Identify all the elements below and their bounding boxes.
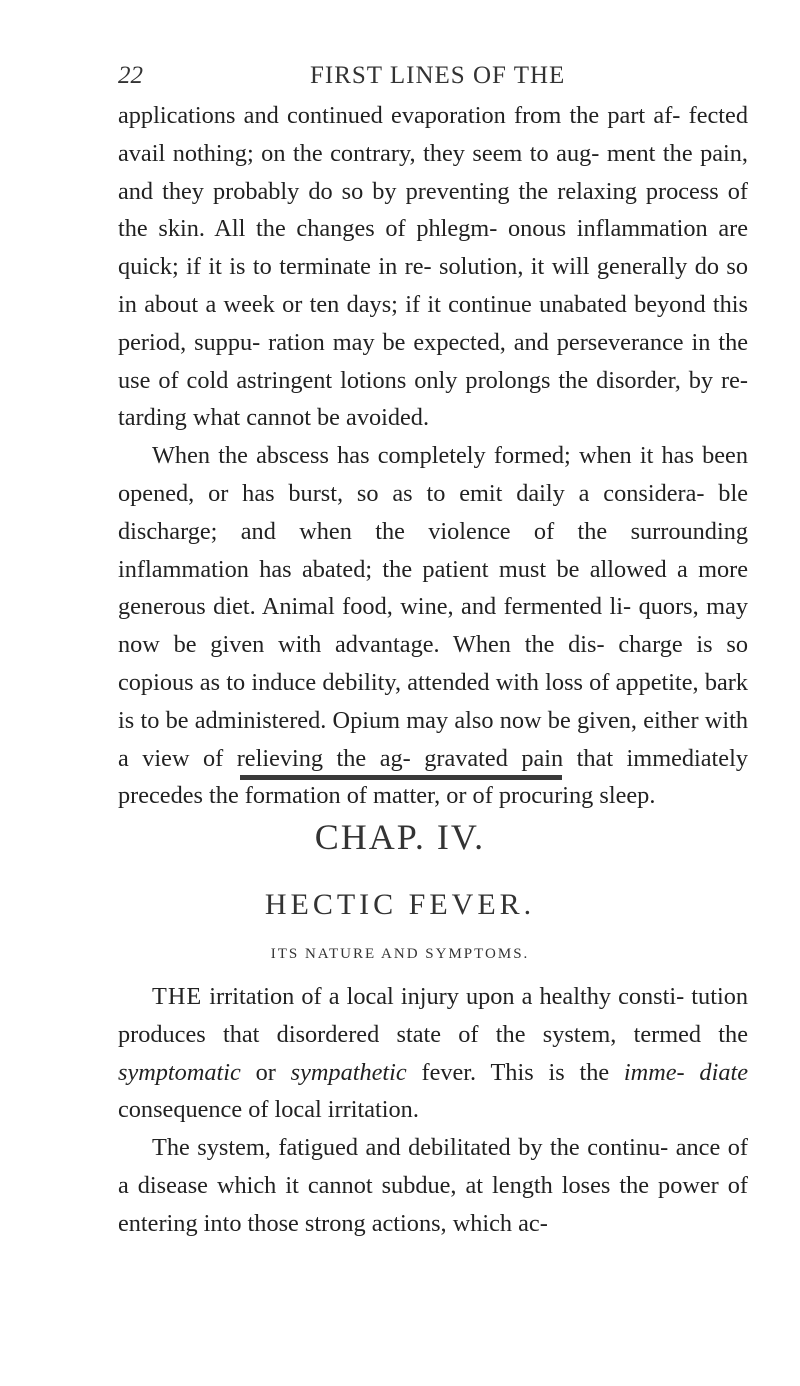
italic-term: sympathetic — [290, 1058, 407, 1086]
text-segment: fever. This is the — [406, 1058, 624, 1086]
running-head — [118, 62, 718, 102]
chapter-number: CHAP. IV. — [314, 817, 486, 857]
chapter-subtitle: ITS NATURE AND SYMPTOMS. — [270, 946, 530, 962]
paragraph-abscess: When the abscess has completely formed; when it has been opened, or has burst, so as to emit daily a considera- ble discharge; and when the violence of the surrounding inflammation has abated; the patient must be allowed a more generous diet. Animal food, wine, and fermented li- quors, may now be given with advantage. When the dis- charge is so copious as to induce debility, attended with loss of appetite, bark is to be administered. Opium may also now be given, either with a view of relieving the ag- gravated pain that immediately precedes the formation of matter, or of procuring sleep. — [118, 442, 748, 810]
paragraph-continued: applications and continued evaporation from the part af- fected avail nothing; on the contrary, they seem to aug- ment the pain, and they probably do so by preventing the relaxing process of the skin. All the changes of phlegm- onous inflammation are quick; if it is to terminate in re- solution, it will generally do so in about a week or ten days; if it continue unabated beyond this period, suppu- ration may be expected, and perseverance in the use of cold astringent lotions only prolongs the disorder, by re- tarding what cannot be avoided. — [118, 102, 748, 432]
chapter-title: HECTIC FEVER. — [264, 888, 536, 921]
text-segment: or — [240, 1058, 291, 1086]
lower-text-block — [118, 978, 748, 1243]
text-segment: irritation of a local injury upon a healthy consti- tution produces that disordered state of the system, termed the — [118, 983, 748, 1048]
paragraph-irritation — [118, 978, 748, 1129]
italic-term: imme- diate — [623, 1058, 749, 1086]
text-segment: consequence of local irritation. — [118, 1096, 419, 1124]
italic-term: symptomatic — [118, 1058, 241, 1086]
running-title: FIRST LINES OF THE — [310, 62, 566, 89]
chapter-divider-rule — [240, 775, 562, 780]
upper-text-block — [118, 97, 748, 815]
paragraph-system: The system, fatigued and debilitated by the continu- ance of a disease which it cannot subdue, at length loses the power of entering into those strong actions, which ac- — [118, 1134, 748, 1237]
page-number: 22 — [118, 62, 143, 89]
lead-word: THE — [152, 983, 203, 1010]
